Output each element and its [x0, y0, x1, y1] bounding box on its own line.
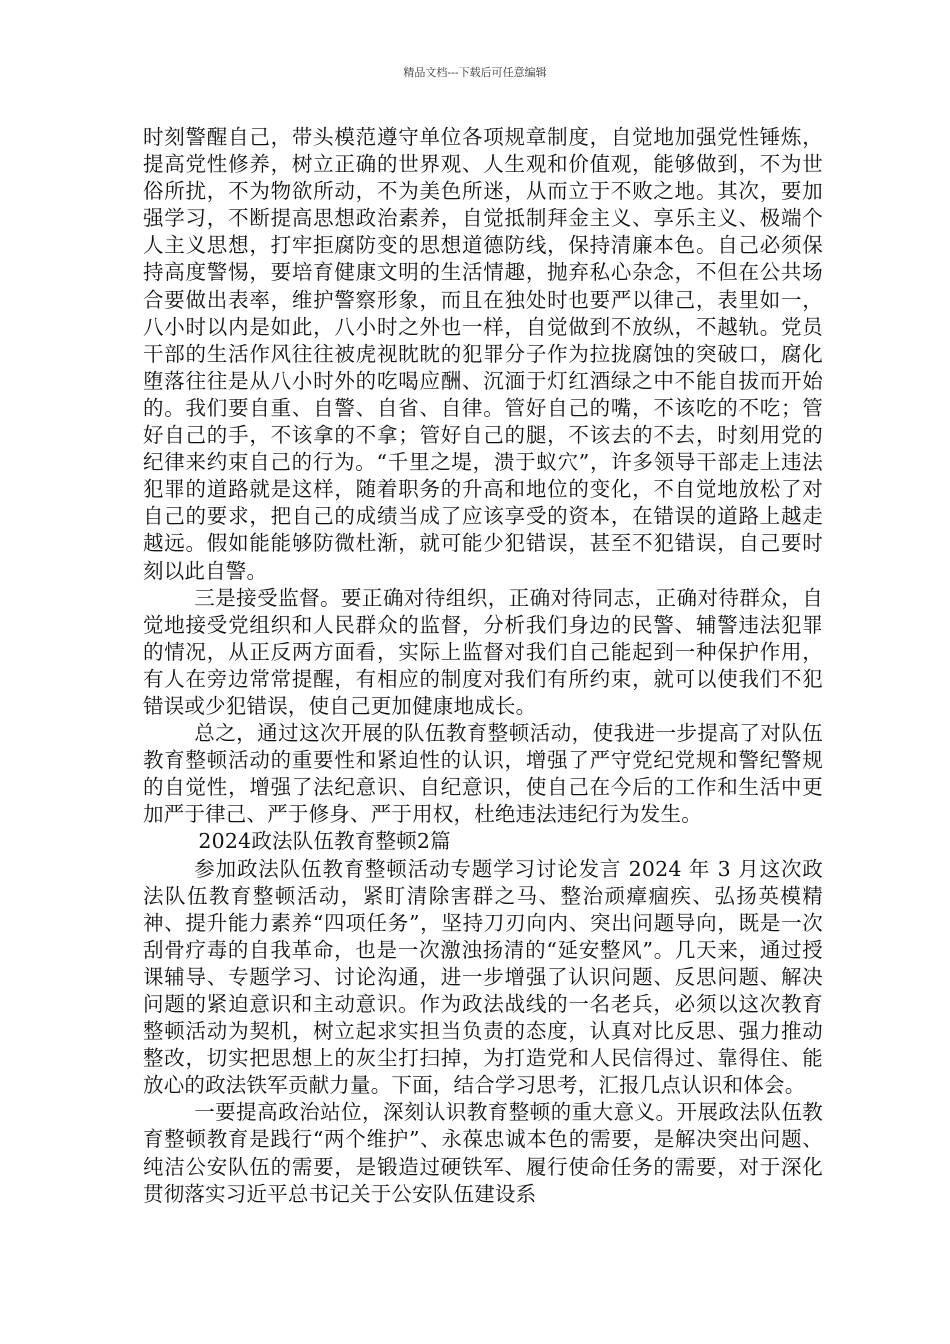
- paragraph-political-stance: 一要提高政治站位，深刻认识教育整顿的重大意义。开展政法队伍教育整顿教育是践行“两个维护”、永葆忠诚本色的需要，是解决突出问题、纯洁公安队伍的需要，是锻造过硬铁军、履行使命任务的需要，对于深化贯彻落实习近平总书记关于公安队伍建设系: [143, 1100, 823, 1206]
- paragraph-summary: 总之，通过这次开展的队伍教育整顿活动，使我进一步提高了对队伍教育整顿活动的重要性和紧迫性的认识，增强了严守党纪党规和警纪警规的自觉性，增强了法纪意识、自纪意识，使自己在今后的工作和生活中更加严于律己、严于修身、严于用权，杜绝违法违纪行为发生。: [143, 721, 823, 827]
- paragraph-continuation: 时刻警醒自己，带头模范遵守单位各项规章制度，自觉地加强党性锤炼，提高党性修养，树立正确的世界观、人生观和价值观，能够做到，不为世俗所扰，不为物欲所动，不为美色所迷，从而立于不败之地。其次，要加强学习，不断提高思想政治素养，自觉抵制拜金主义、享乐主义、极端个人主义思想，打牢拒腐防变的思想道德防线，保持清廉本色。自己必须保持高度警惕，要培育健康文明的生活情趣，抛弃私心杂念，不但在公共场合要做出表率，维护警察形象，而且在独处时也要严以律己，表里如一，八小时以内是如此，八小时之外也一样，自觉做到不放纵，不越轨。党员干部的生活作风往往被虎视眈眈的犯罪分子作为拉拢腐蚀的突破口，腐化堕落往往是从八小时外的吃喝应酬、沉湎于灯红酒绿之中不能自拔而开始的。我们要自重、自警、自省、自律。管好自己的嘴，不该吃的不吃；管好自己的手，不该拿的不拿；管好自己的腿，不该去的不去，时刻用党的纪律来约束自己的行为。“千里之堤，溃于蚁穴”，许多领导干部走上违法犯罪的道路就是这样，随着职务的升高和地位的变化，不自觉地放松了对自己的要求，把自己的成绩当成了应该享受的资本，在错误的道路上越走越远。假如能能够防微杜渐，就可能少犯错误，甚至不犯错误，自己要时刻以此自警。: [143, 125, 823, 583]
- paragraph-supervision: 三是接受监督。要正确对待组织，正确对待同志，正确对待群众，自觉地接受党组织和人民群众的监督，分析我们身边的民警、辅警违法犯罪的情况，从正反两方面看，实际上监督对我们自己能起到一种保护作用，有人在旁边常常提醒，有相应的制度对我们有所约束，就可以使我们不犯错误或少犯错误，使自己更加健康地成长。: [143, 585, 823, 718]
- section-heading: 2024政法队伍教育整顿2篇: [198, 829, 451, 854]
- page-header: 精品文档---下载后可任意编辑: [403, 66, 547, 79]
- document-body: [143, 124, 823, 1208]
- paragraph-speech-intro: 参加政法队伍教育整顿活动专题学习讨论发言 2024 年 3 月这次政法队伍教育整顿活动，紧盯清除害群之马、整治顽瘴痼疾、弘扬英模精神、提升能力素养“四项任务”，坚持刀刃向内、突出问题导向，既是一次刮骨疗毒的自我革命，也是一次激浊扬清的“延安整风”。几天来，通过授课辅导、专题学习、讨论沟通，进一步增强了认识问题、反思问题、解决问题的紧迫意识和主动意识。作为政法战线的一名老兵，必须以这次教育整顿活动为契机，树立起求实担当负责的态度，认真对比反思、强力推动整改，切实把思想上的灰尘打扫掉，为打造党和人民信得过、靠得住、能放心的政法铁军贡献力量。下面，结合学习思考，汇报几点认识和体会。: [143, 856, 823, 1098]
